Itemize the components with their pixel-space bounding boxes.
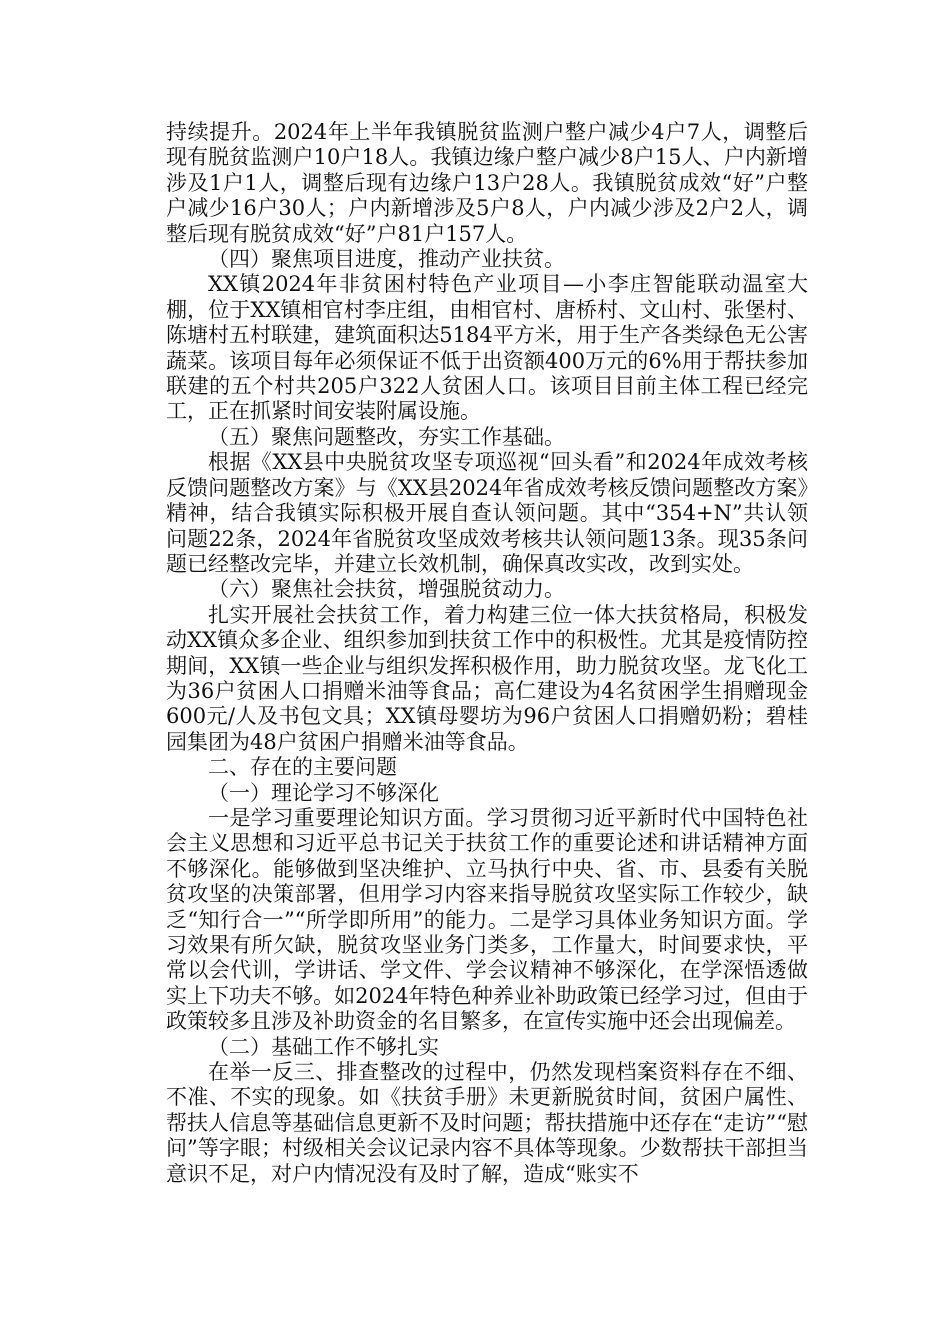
heading-social-poverty-alleviation: （六）聚焦社会扶贫，增强脱贫动力。 xyxy=(208,577,565,602)
paragraph-project-details: XX镇2024年非贫困村特色产业项目—小李庄智能联动温室大棚，位于XX镇相官村李庄组，由相官村、唐桥村、文山村、张堡村、陈塘村五村联建，建筑面积达5184平方米，用于生产各类绿色无公害蔬菜。该项目每年必须保证不低于出资额400万元的6%用于帮扶参加联建的五个村共205户322人贫困人口。该项目目前主体工程已经完工，正在抓紧时间安装附属设施。 xyxy=(166,272,808,424)
paragraph-theory-study-details: 一是学习重要理论知识方面。学习贯彻习近平新时代中国特色社会主义思想和习近平总书记关于扶贫工作的重要论述和讲话精神方面不够深化。能够做到坚决维护、立马执行中央、省、市、县委有关脱贫攻坚的决策部署，但用学习内容来指导脱贫攻坚实际工作较少，缺乏“知行合一”“所学即所用”的能力。二是学习具体业务知识方面。学习效果有所欠缺，脱贫攻坚业务门类多，工作量大，时间要求快，平常以会代训，学讲话、学文件、学会议精神不够深化，在学深悟透做实上下功夫不够。如2024年特色种养业补助政策已经学习过，但由于政策较多且涉及补助资金的名目繁多，在宣传实施中还会出现偏差。 xyxy=(166,805,808,1034)
heading-project-progress: （四）聚焦项目进度，推动产业扶贫。 xyxy=(208,247,565,272)
heading-basic-work: （二）基础工作不够扎实 xyxy=(208,1034,439,1059)
paragraph-basic-work-details: 在举一反三、排查整改的过程中，仍然发现档案资料存在不细、不准、不实的现象。如《扶贫手册》未更新脱贫时间，贫困户属性、帮扶人信息等基础信息更新不及时问题；帮扶措施中还存在“走访”“慰问”等字眼；村级相关会议记录内容不具体等现象。少数帮扶干部担当意识不足，对户内情况没有及时了解，造成“账实不 xyxy=(166,1060,808,1186)
heading-main-problems: 二、存在的主要问题 xyxy=(208,755,397,780)
heading-problem-rectification: （五）聚焦问题整改，夯实工作基础。 xyxy=(208,424,565,449)
paragraph-continuation: 持续提升。2024年上半年我镇脱贫监测户整户减少4户7人，调整后现有脱贫监测户10户18人。我镇边缘户整户减少8户15人、户内新增涉及1户1人，调整后现有边缘户13户28人。我镇脱贫成效“好”户整户减少16户30人；户内新增涉及5户8人，户内减少涉及2户2人，调整后现有脱贫成效“好”户81户157人。 xyxy=(166,120,808,246)
heading-theory-study: （一）理论学习不够深化 xyxy=(208,780,439,805)
paragraph-social-details: 扎实开展社会扶贫工作，着力构建三位一体大扶贫格局，积极发动XX镇众多企业、组织参加到扶贫工作中的积极性。尤其是疫情防控期间，XX镇一些企业与组织发挥积极作用，助力脱贫攻坚。龙飞化工为36户贫困人口捐赠米油等食品；高仁建设为4名贫困学生捐赠现金600元/人及书包文具；XX镇母婴坊为96户贫困人口捐赠奶粉；碧桂园集团为48户贫困户捐赠米油等食品。 xyxy=(166,602,808,754)
paragraph-rectification-details: 根据《XX县中央脱贫攻坚专项巡视“回头看”和2024年成效考核反馈问题整改方案》与《XX县2024年省成效考核反馈问题整改方案》精神，结合我镇实际积极开展自查认领问题。其中“354+N”共认领问题22条，2024年省脱贫攻坚成效考核共认领问题13条。现35条问题已经整改完毕，并建立长效机制，确保真改实改，改到实处。 xyxy=(166,450,808,576)
document-body xyxy=(166,120,808,1187)
